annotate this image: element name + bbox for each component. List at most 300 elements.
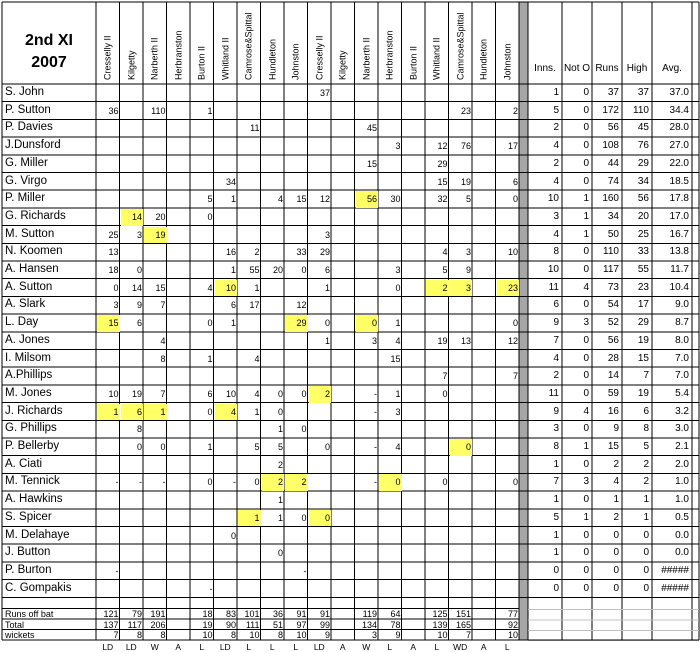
score-cell bbox=[262, 174, 285, 191]
footer-value bbox=[331, 629, 355, 641]
score-cell bbox=[215, 85, 238, 102]
score-cell bbox=[332, 368, 355, 385]
score-cell bbox=[450, 368, 473, 385]
player-name: L. Day bbox=[5, 316, 39, 329]
highlighted-score-cell: 1 bbox=[144, 404, 167, 421]
match-result: A bbox=[410, 641, 417, 652]
player-name: G. Virgo bbox=[5, 174, 47, 187]
stat-cell: 0 bbox=[583, 175, 589, 187]
score-cell bbox=[262, 368, 285, 385]
score-cell bbox=[168, 85, 191, 102]
score-cell bbox=[309, 492, 332, 509]
stat-cell: ##### bbox=[661, 564, 689, 576]
score-cell: 0 bbox=[324, 442, 330, 452]
score-cell bbox=[473, 545, 496, 562]
score-cell bbox=[332, 563, 355, 580]
score-cell bbox=[356, 85, 379, 102]
score-cell bbox=[403, 351, 426, 368]
score-cell bbox=[403, 209, 426, 226]
score-cell: 30 bbox=[390, 194, 401, 205]
stat-cell: 3.2 bbox=[675, 405, 689, 417]
score-cell bbox=[97, 120, 120, 137]
score-cell bbox=[403, 439, 426, 456]
score-cell bbox=[97, 510, 120, 527]
score-cell bbox=[168, 262, 191, 279]
highlighted-score-cell: 0 bbox=[309, 510, 332, 527]
score-cell bbox=[262, 103, 285, 120]
stat-cell: 0 bbox=[583, 529, 589, 541]
score-cell bbox=[168, 510, 191, 527]
score-cell: 3 bbox=[113, 300, 119, 311]
score-cell bbox=[191, 297, 214, 314]
score-cell bbox=[121, 528, 144, 545]
score-cell bbox=[309, 545, 332, 562]
stat-cell: 0 bbox=[583, 299, 589, 311]
stat-cell: 0.5 bbox=[675, 511, 689, 523]
score-cell bbox=[497, 209, 520, 226]
footer-value: 99 bbox=[319, 619, 330, 630]
score-cell: 19 bbox=[437, 335, 448, 346]
score-cell bbox=[403, 103, 426, 120]
score-cell bbox=[215, 492, 238, 509]
stat-cell: 37 bbox=[637, 87, 649, 98]
score-cell bbox=[285, 120, 308, 137]
score-cell bbox=[379, 510, 402, 527]
score-cell bbox=[332, 244, 355, 261]
score-cell bbox=[285, 439, 308, 456]
score-cell: 10 bbox=[108, 388, 119, 399]
score-cell bbox=[262, 120, 285, 137]
score-cell bbox=[238, 421, 261, 438]
score-cell bbox=[97, 85, 120, 102]
score-cell bbox=[426, 421, 449, 438]
score-cell bbox=[168, 545, 191, 562]
stat-cell: 3 bbox=[553, 423, 559, 435]
score-cell bbox=[121, 85, 144, 102]
footer-value: 125 bbox=[432, 609, 448, 620]
score-cell: 3 bbox=[324, 229, 330, 240]
footer-label: Runs off bat bbox=[5, 609, 54, 620]
score-cell bbox=[379, 581, 402, 598]
stat-cell: 15 bbox=[637, 352, 649, 364]
score-cell: 29 bbox=[437, 158, 448, 169]
stat-cell: 3.0 bbox=[675, 423, 689, 435]
score-cell bbox=[356, 280, 379, 297]
score-cell bbox=[473, 563, 496, 580]
stat-cell: 34 bbox=[637, 175, 649, 187]
score-cell bbox=[215, 368, 238, 385]
score-cell bbox=[497, 563, 520, 580]
score-cell bbox=[262, 156, 285, 173]
score-cell bbox=[473, 368, 496, 385]
stat-cell: 45 bbox=[637, 122, 649, 134]
score-cell bbox=[97, 457, 120, 474]
match-result: L bbox=[504, 641, 510, 652]
score-cell bbox=[191, 244, 214, 261]
score-cell: - bbox=[233, 477, 236, 488]
stat-cell: 160 bbox=[602, 193, 619, 205]
match-header: Hundleton bbox=[266, 38, 277, 80]
stat-cell: 4 bbox=[583, 405, 589, 417]
score-cell bbox=[426, 85, 449, 102]
match-result: LD bbox=[313, 641, 325, 652]
score-cell bbox=[379, 85, 402, 102]
score-cell: 1 bbox=[230, 265, 236, 275]
stat-cell: 3 bbox=[553, 210, 559, 222]
stat-cell: 16 bbox=[607, 405, 619, 417]
score-cell bbox=[97, 492, 120, 509]
score-cell bbox=[473, 474, 496, 491]
footer-value: 19 bbox=[202, 619, 213, 630]
stat-cell: 6 bbox=[553, 299, 559, 311]
stat-cell: 0 bbox=[643, 582, 649, 594]
stat-cell: 8 bbox=[553, 441, 559, 452]
highlighted-score-cell: 15 bbox=[97, 315, 120, 332]
stat-cell: 0 bbox=[613, 547, 619, 559]
match-header: Camrose&Spittal bbox=[243, 12, 254, 80]
score-cell bbox=[191, 457, 214, 474]
score-cell bbox=[309, 368, 332, 385]
score-cell: 36 bbox=[108, 105, 119, 116]
player-name: J.Dunsford bbox=[5, 139, 61, 152]
score-cell bbox=[262, 85, 285, 102]
score-cell bbox=[191, 262, 214, 279]
stat-cell: 0 bbox=[643, 547, 649, 559]
score-cell: 0 bbox=[230, 530, 236, 541]
score-cell: 23 bbox=[460, 105, 471, 116]
score-cell bbox=[403, 227, 426, 244]
stat-cell: 0 bbox=[613, 529, 619, 541]
footer-value: 137 bbox=[103, 619, 119, 630]
footer-value bbox=[167, 629, 191, 641]
stat-cell: 34 bbox=[607, 210, 619, 222]
score-cell: 8 bbox=[160, 353, 166, 364]
score-cell bbox=[121, 368, 144, 385]
player-name: A. Hawkins bbox=[5, 493, 63, 506]
stat-cell: 23 bbox=[637, 281, 649, 293]
score-cell: - bbox=[115, 565, 119, 576]
footer-value: 97 bbox=[296, 619, 307, 630]
score-cell bbox=[238, 191, 261, 208]
score-cell bbox=[168, 528, 191, 545]
footer-label: wickets bbox=[5, 630, 35, 641]
stat-cell: 10.4 bbox=[669, 281, 689, 293]
footer-value: 8 bbox=[136, 630, 142, 641]
score-cell bbox=[285, 404, 308, 421]
score-cell: - bbox=[303, 565, 307, 576]
score-cell bbox=[426, 351, 449, 368]
score-cell: 1 bbox=[207, 442, 213, 452]
score-cell bbox=[262, 209, 285, 226]
score-cell: 15 bbox=[296, 194, 307, 205]
score-cell bbox=[497, 457, 520, 474]
score-cell: 45 bbox=[366, 123, 377, 134]
score-cell: 6 bbox=[136, 318, 142, 329]
player-name: A. Sutton bbox=[5, 280, 53, 293]
score-cell bbox=[450, 297, 473, 314]
stat-cell: 1.0 bbox=[675, 476, 689, 488]
score-cell: 3 bbox=[371, 335, 377, 346]
score-cell: - bbox=[139, 477, 142, 488]
score-cell bbox=[215, 581, 238, 598]
stat-cell: 9 bbox=[553, 317, 559, 329]
score-cell bbox=[497, 510, 520, 527]
score-cell: 2 bbox=[512, 105, 518, 116]
score-cell bbox=[285, 280, 308, 297]
match-result: A bbox=[480, 641, 487, 652]
score-cell: 6 bbox=[512, 176, 518, 187]
score-cell: 1 bbox=[277, 512, 283, 523]
score-cell bbox=[238, 174, 261, 191]
score-cell bbox=[497, 386, 520, 403]
score-cell bbox=[473, 510, 496, 527]
score-cell: 0 bbox=[136, 265, 142, 275]
score-cell: 15 bbox=[366, 158, 377, 169]
match-header: Herbranston bbox=[384, 30, 395, 80]
score-cell bbox=[379, 457, 402, 474]
match-result: LD bbox=[102, 641, 114, 652]
score-cell bbox=[168, 492, 191, 509]
player-name: J. Button bbox=[5, 546, 51, 559]
player-name: J. Richards bbox=[5, 404, 63, 417]
footer-value: 10 bbox=[249, 630, 260, 641]
score-cell bbox=[332, 138, 355, 155]
score-cell bbox=[168, 244, 191, 261]
player-name: P. Bellerby bbox=[5, 440, 60, 452]
score-cell bbox=[309, 209, 332, 226]
score-cell: 0 bbox=[207, 477, 213, 488]
score-cell bbox=[332, 510, 355, 527]
score-cell bbox=[144, 138, 167, 155]
score-cell bbox=[238, 492, 261, 509]
score-cell bbox=[215, 120, 238, 137]
match-result: L bbox=[387, 641, 393, 652]
score-cell bbox=[426, 315, 449, 332]
score-cell bbox=[191, 368, 214, 385]
stat-header: Not O bbox=[563, 63, 591, 74]
highlighted-score-cell: 1 bbox=[97, 404, 120, 421]
stat-cell: 19 bbox=[637, 387, 649, 399]
player-name: G. Richards bbox=[5, 209, 66, 222]
score-cell bbox=[426, 545, 449, 562]
score-cell: - bbox=[374, 388, 377, 399]
stat-cell: 17.0 bbox=[669, 210, 689, 222]
stat-cell: 8 bbox=[553, 246, 559, 258]
score-cell bbox=[262, 315, 285, 332]
score-cell bbox=[473, 103, 496, 120]
score-cell bbox=[403, 156, 426, 173]
score-cell: 7 bbox=[512, 371, 518, 382]
stat-cell: 56 bbox=[607, 122, 619, 134]
score-cell: 7 bbox=[160, 300, 166, 311]
score-cell: 20 bbox=[272, 265, 283, 275]
score-cell bbox=[238, 209, 261, 226]
score-cell bbox=[262, 244, 285, 261]
player-name: P. Burton bbox=[5, 563, 52, 576]
score-cell bbox=[403, 545, 426, 562]
stat-cell: 6 bbox=[643, 405, 649, 417]
stat-cell: 76 bbox=[637, 140, 649, 152]
score-cell bbox=[191, 545, 214, 562]
footer-value: 10 bbox=[296, 630, 307, 641]
score-cell bbox=[285, 351, 308, 368]
score-cell bbox=[426, 120, 449, 137]
score-cell bbox=[191, 333, 214, 350]
score-cell bbox=[403, 191, 426, 208]
score-cell: 0 bbox=[207, 318, 213, 329]
stat-cell: 0 bbox=[583, 582, 589, 594]
score-cell bbox=[473, 174, 496, 191]
score-cell bbox=[215, 227, 238, 244]
score-cell bbox=[191, 156, 214, 173]
score-cell bbox=[309, 563, 332, 580]
score-cell bbox=[168, 280, 191, 297]
score-cell bbox=[356, 563, 379, 580]
score-cell bbox=[403, 280, 426, 297]
footer-value: 64 bbox=[390, 609, 401, 620]
stat-cell: 0 bbox=[583, 87, 589, 98]
stat-cell: 22.0 bbox=[669, 157, 689, 169]
player-name: A. Jones bbox=[5, 333, 50, 346]
stat-cell: 2 bbox=[613, 511, 619, 523]
score-cell: 3 bbox=[395, 265, 401, 275]
score-cell bbox=[403, 368, 426, 385]
score-cell bbox=[450, 421, 473, 438]
stat-cell: 2.0 bbox=[675, 458, 689, 470]
score-cell bbox=[168, 333, 191, 350]
score-cell bbox=[473, 156, 496, 173]
score-cell bbox=[450, 457, 473, 474]
footer-value: 9 bbox=[324, 630, 330, 641]
score-cell bbox=[309, 297, 332, 314]
score-cell bbox=[144, 156, 167, 173]
score-cell bbox=[473, 191, 496, 208]
score-cell: 34 bbox=[225, 176, 236, 187]
score-cell: 9 bbox=[465, 265, 471, 275]
score-cell bbox=[191, 492, 214, 509]
score-cell bbox=[379, 492, 402, 509]
match-result: L bbox=[269, 641, 275, 652]
score-cell bbox=[426, 404, 449, 421]
score-cell bbox=[379, 545, 402, 562]
score-cell: 0 bbox=[395, 282, 401, 293]
score-cell: 0 bbox=[277, 406, 283, 417]
score-cell: 1 bbox=[254, 406, 260, 417]
score-cell bbox=[403, 386, 426, 403]
score-cell: 6 bbox=[207, 388, 213, 399]
stat-cell: 11 bbox=[548, 387, 559, 399]
score-cell bbox=[309, 351, 332, 368]
player-name: G. Miller bbox=[5, 156, 48, 169]
score-cell bbox=[426, 227, 449, 244]
score-cell bbox=[356, 244, 379, 261]
score-cell bbox=[144, 457, 167, 474]
score-cell: 4 bbox=[254, 353, 260, 364]
score-cell bbox=[309, 156, 332, 173]
score-cell bbox=[121, 581, 144, 598]
score-cell bbox=[238, 103, 261, 120]
score-cell: 33 bbox=[296, 247, 307, 258]
score-cell bbox=[450, 351, 473, 368]
stat-cell: 0 bbox=[583, 564, 589, 576]
stat-cell: 1 bbox=[553, 529, 559, 541]
score-cell bbox=[97, 174, 120, 191]
score-cell bbox=[168, 138, 191, 155]
score-cell bbox=[262, 563, 285, 580]
score-cell: 4 bbox=[395, 442, 401, 452]
score-cell bbox=[97, 191, 120, 208]
score-cell bbox=[144, 85, 167, 102]
score-cell: 0 bbox=[277, 548, 283, 559]
stat-cell: 29 bbox=[637, 157, 649, 169]
stat-cell: 110 bbox=[603, 246, 619, 258]
score-cell bbox=[238, 528, 261, 545]
score-cell: 10 bbox=[225, 388, 236, 399]
stat-cell: 7 bbox=[553, 334, 559, 346]
match-header: Cresselly II bbox=[313, 35, 324, 80]
stat-header: High bbox=[626, 63, 648, 74]
score-cell bbox=[473, 581, 496, 598]
score-cell bbox=[332, 209, 355, 226]
score-cell bbox=[97, 421, 120, 438]
score-cell: 0 bbox=[301, 424, 307, 435]
highlighted-score-cell: 0 bbox=[450, 439, 473, 456]
stat-cell: 16.7 bbox=[669, 228, 689, 240]
score-cell: 1 bbox=[230, 194, 236, 205]
score-cell bbox=[426, 510, 449, 527]
player-name: A. Ciati bbox=[5, 457, 43, 470]
score-cell: 1 bbox=[277, 495, 283, 506]
score-cell bbox=[191, 510, 214, 527]
score-cell bbox=[191, 85, 214, 102]
stat-cell: 0 bbox=[613, 564, 619, 576]
score-cell: 4 bbox=[442, 247, 448, 258]
score-cell bbox=[473, 404, 496, 421]
score-cell: 15 bbox=[155, 282, 166, 293]
score-cell bbox=[238, 581, 261, 598]
score-cell: 17 bbox=[507, 141, 518, 152]
score-cell: 12 bbox=[319, 194, 330, 205]
score-cell bbox=[121, 174, 144, 191]
score-cell bbox=[473, 280, 496, 297]
score-cell bbox=[309, 474, 332, 491]
stat-cell: 1 bbox=[613, 494, 619, 506]
score-cell: 0 bbox=[442, 388, 448, 399]
score-cell: - bbox=[115, 477, 119, 488]
stat-cell: 7 bbox=[553, 476, 559, 488]
score-cell bbox=[356, 492, 379, 509]
score-cell bbox=[332, 174, 355, 191]
score-cell bbox=[309, 457, 332, 474]
score-cell bbox=[97, 581, 120, 598]
score-cell bbox=[191, 120, 214, 137]
score-cell bbox=[168, 439, 191, 456]
score-cell bbox=[403, 333, 426, 350]
score-cell bbox=[238, 315, 261, 332]
score-cell bbox=[168, 120, 191, 137]
score-cell bbox=[332, 545, 355, 562]
score-cell bbox=[473, 351, 496, 368]
stat-cell: 1.0 bbox=[675, 494, 689, 506]
stat-cell: 0 bbox=[583, 246, 589, 258]
score-cell: 76 bbox=[460, 141, 471, 152]
score-cell bbox=[379, 120, 402, 137]
score-cell bbox=[473, 386, 496, 403]
score-cell bbox=[450, 120, 473, 137]
player-name: P. Miller bbox=[5, 192, 46, 205]
score-cell bbox=[285, 333, 308, 350]
score-cell bbox=[332, 191, 355, 208]
